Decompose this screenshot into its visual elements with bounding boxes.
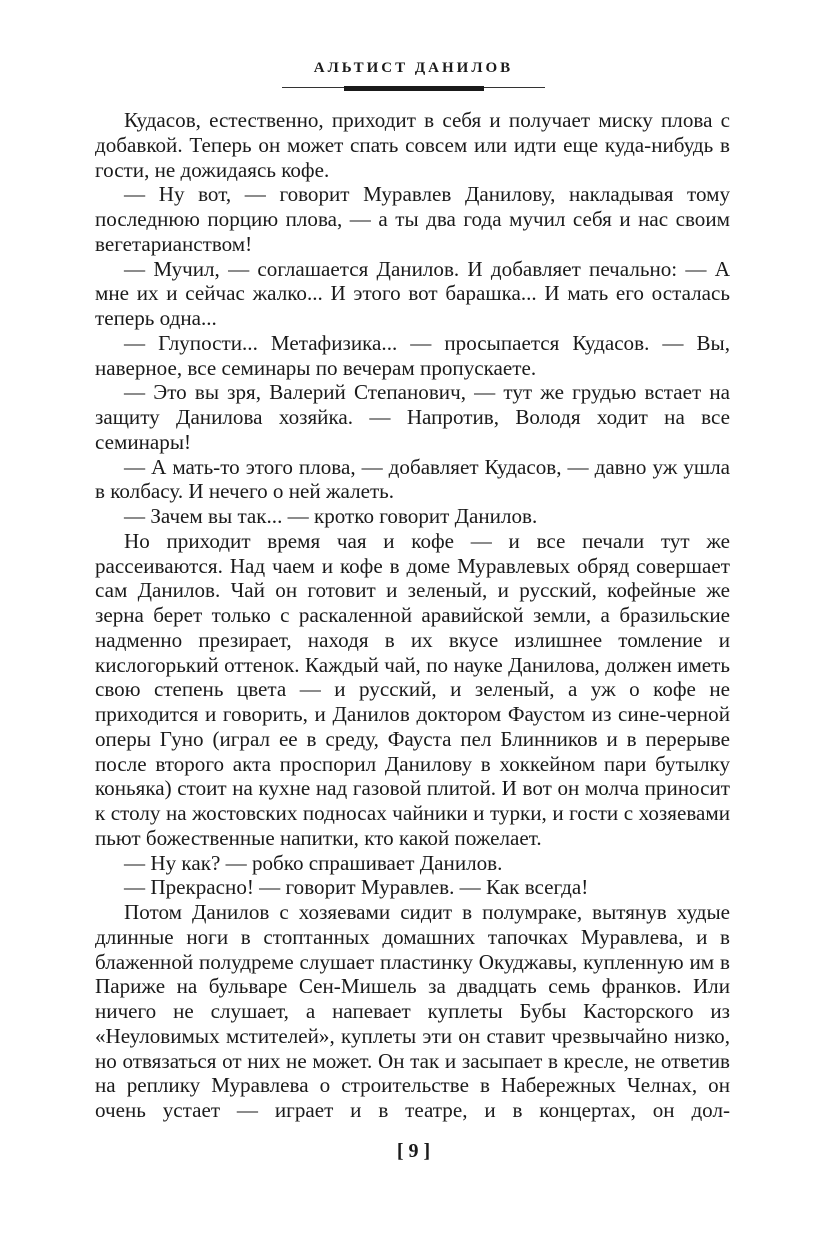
paragraph: — Глупости... Метафизика... — просыпается Кудасов. — Вы, наверное, все семинары по вечерам пропускаете. — [95, 330, 730, 380]
page-number: [ 9 ] — [396, 1140, 431, 1162]
header-rule-ornament — [344, 86, 484, 91]
paragraph: — Ну как? — робко спрашивает Данилов. — [124, 850, 503, 875]
paragraph: — Мучил, — соглашается Данилов. И добавляет печально: — А мне их и сейчас жалко... И этого вот барашка... И мать его осталась теперь одна... — [95, 256, 730, 330]
paragraph: — Ну вот, — говорит Муравлев Данилову, накладывая тому последнюю порцию плова, — а ты два года мучил себя и нас своим вегетарианством! — [95, 182, 730, 256]
paragraph: Но приходит время чая и кофе — и все печали тут же рассеиваются. Над чаем и кофе в доме Муравлевых обряд совершает сам Данилов. Чай он готовит и зеленый, и русский, кофейные же зерна берет только с раскаленной аравийской земли, а бразильские надменно презирает, находя в их вкусе излишнее томление и кислогорький оттенок. Каждый чай, по науке Данилова, должен иметь свою степень цвета — и русский, и зеленый, а уж о кофе не приходится и говорить, и Данилов доктором Фаустом из сине-черной оперы Гуно (играл ее в среду, Фауста пел Блинников и в перерыве после второго акта проспорил Данилову в хоккейном пари бутылку коньяка) стоит на кухне над газовой плитой. И вот он молча приносит к столу на жостовских подносах чайники и турки, и гости с хозяевами пьют божественные напитки, кто какой пожелает. — [95, 528, 730, 850]
paragraph-continued: Потом Данилов с хозяевами сидит в полумраке, вытянув худые длинные ноги в стоптанных домашних тапочках Муравлева, и в блаженной полудреме слушает пластинку Окуджавы, купленную им в Париже на бульваре Сен-Мишель за двадцать семь франков. Или ничего не слушает, а напевает куплеты Бубы Касторского из «Неуловимых мстителей», куплеты эти он ставит чрезвычайно низко, но отвязаться от них не может. Он так и засыпает в кресле, не ответив на реплику Муравлева о строительстве в Набережных Челнах, он очень устает — играет и в театре, и в концертах, он дол- — [95, 900, 730, 1122]
paragraph: — Зачем вы так... — кротко говорит Данилов. — [124, 504, 538, 528]
paragraph: — А мать-то этого плова, — добавляет Кудасов, — давно уж ушла в колбасу. И нечего о ней жалеть. — [95, 454, 730, 504]
paragraph: Кудасов, естественно, приходит в себя и получает миску плова с добавкой. Теперь он может спать совсем или идти еще куда-нибудь в гости, не дожидаясь кофе. — [95, 108, 730, 182]
running-head-title: АЛЬТИСТ ДАНИЛОВ — [313, 60, 514, 76]
paragraph: — Это вы зря, Валерий Степанович, — тут же грудью встает на защиту Данилова хозяйка. — Напротив, Володя ходит на все семинары! — [95, 380, 730, 454]
paragraph: — Прекрасно! — говорит Муравлев. — Как всегда! — [124, 875, 589, 900]
page-body — [95, 108, 730, 1123]
